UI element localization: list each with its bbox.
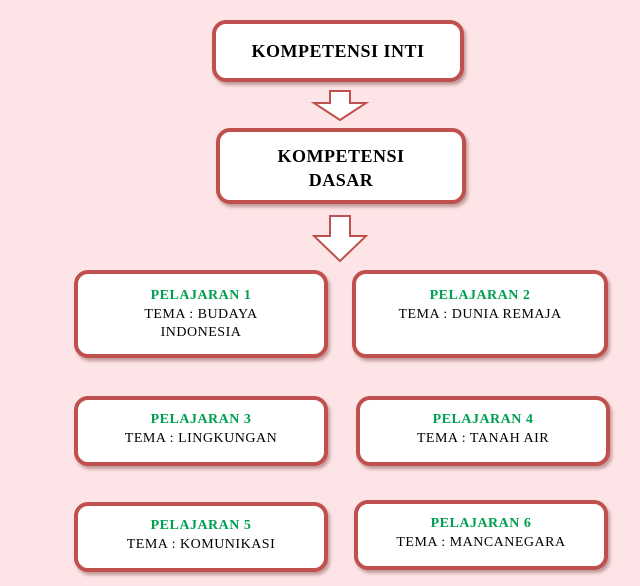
kompetensi-inti-label: KOMPETENSI INTI — [251, 41, 425, 61]
lesson-theme: TEMA : DUNIA REMAJA — [398, 307, 562, 322]
down-arrow-icon — [308, 90, 372, 122]
lesson-box-5 — [74, 502, 328, 572]
lesson-title: PELAJARAN 6 — [430, 516, 532, 531]
kompetensi-dasar-line2: DASAR — [308, 170, 374, 190]
lesson-theme: TEMA : BUDAYA — [144, 307, 258, 322]
down-arrow-icon — [308, 214, 372, 264]
lesson-title: PELAJARAN 4 — [432, 412, 534, 427]
lesson-box-1 — [74, 270, 328, 358]
lesson-title: PELAJARAN 1 — [150, 288, 252, 303]
kompetensi-dasar-box — [216, 128, 466, 204]
kompetensi-dasar-line1: KOMPETENSI — [277, 146, 405, 166]
lesson-theme-continued: INDONESIA — [160, 325, 242, 340]
lesson-title: PELAJARAN 3 — [150, 412, 252, 427]
lesson-box-4 — [356, 396, 610, 466]
lesson-theme: TEMA : KOMUNIKASI — [126, 537, 276, 552]
lesson-title: PELAJARAN 2 — [429, 288, 531, 303]
lesson-theme: TEMA : MANCANEGARA — [396, 535, 566, 550]
lesson-box-6 — [354, 500, 608, 570]
lesson-theme: TEMA : TANAH AIR — [416, 431, 550, 446]
lesson-title: PELAJARAN 5 — [150, 518, 252, 533]
kompetensi-inti-box — [212, 20, 464, 82]
lesson-theme: TEMA : LINGKUNGAN — [124, 431, 278, 446]
lesson-box-2 — [352, 270, 608, 358]
lesson-box-3 — [74, 396, 328, 466]
